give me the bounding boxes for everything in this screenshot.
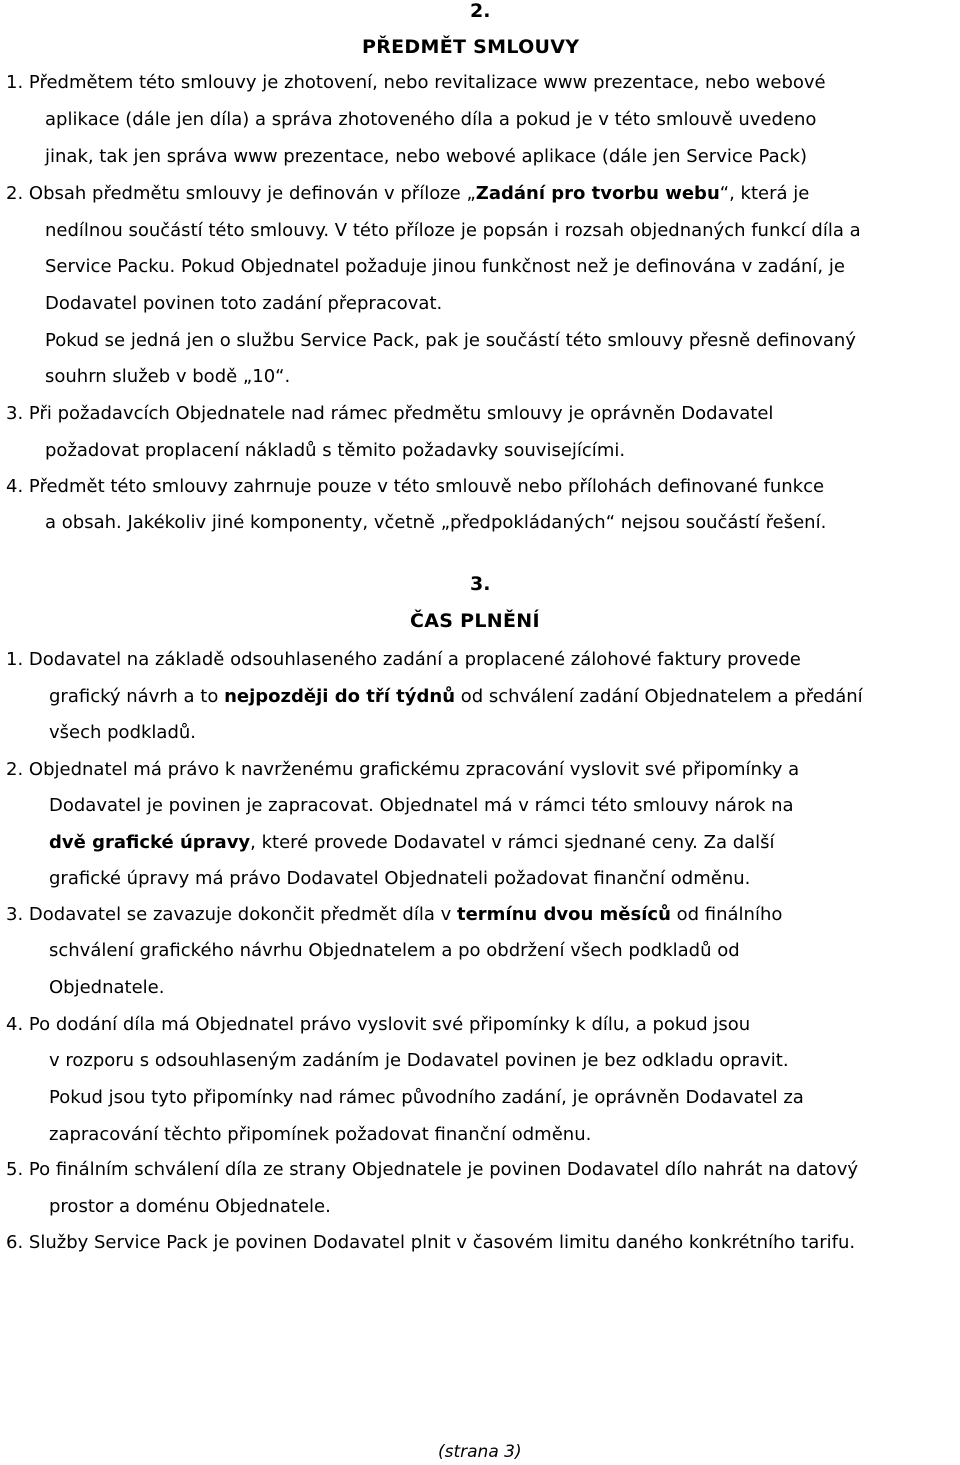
paragraph-line: 3. Dodavatel se zavazuje dokončit předmět díla v termínu dvou měsíců od finálního <box>6 904 783 925</box>
paragraph-line: Objednatele. <box>49 977 165 998</box>
paragraph-line: grafické úpravy má právo Dodavatel Objednateli požadovat finanční odměnu. <box>49 868 751 889</box>
paragraph-line: Pokud se jedná jen o službu Service Pack, pak je součástí této smlouvy přesně definovaný <box>45 330 856 351</box>
paragraph-line: 6. Služby Service Pack je povinen Dodavatel plnit v časovém limitu daného konkrétního tarifu. <box>6 1232 856 1253</box>
paragraph-line: souhrn služeb v bodě „10“. <box>45 366 291 387</box>
paragraph-line: 5. Po finálním schválení díla ze strany Objednatele je povinen Dodavatel dílo nahrát na datový <box>6 1159 858 1180</box>
paragraph-line: Pokud jsou tyto připomínky nad rámec původního zadání, je oprávněn Dodavatel za <box>49 1087 804 1108</box>
paragraph-line: Dodavatel je povinen je zapracovat. Objednatel má v rámci této smlouvy nárok na <box>49 795 794 816</box>
paragraph-line: zapracování těchto připomínek požadovat finanční odměnu. <box>49 1124 592 1145</box>
paragraph-line: dvě grafické úpravy, které provede Dodavatel v rámci sjednané ceny. Za další <box>49 832 775 853</box>
paragraph-line: a obsah. Jakékoliv jiné komponenty, včetně „předpokládaných“ nejsou součástí řešení. <box>45 512 827 533</box>
paragraph-line: 1. Předmětem této smlouvy je zhotovení, nebo revitalizace www prezentace, nebo webové <box>6 72 826 93</box>
paragraph-line: 4. Předmět této smlouvy zahrnuje pouze v této smlouvě nebo přílohách definované funkce <box>6 476 825 497</box>
paragraph-line: všech podkladů. <box>49 722 197 743</box>
paragraph-line: nedílnou součástí této smlouvy. V této příloze je popsán i rozsah objednaných funkcí díla a <box>45 220 861 241</box>
paragraph-line: jinak, tak jen správa www prezentace, nebo webové aplikace (dále jen Service Pack) <box>45 146 807 167</box>
paragraph-line: 1. Dodavatel na základě odsouhlaseného zadání a proplacené zálohové faktury provede <box>6 649 801 670</box>
paragraph-line: prostor a doménu Objednatele. <box>49 1196 331 1217</box>
paragraph-line: v rozporu s odsouhlaseným zadáním je Dodavatel povinen je bez odkladu opravit. <box>49 1050 789 1071</box>
paragraph-line: 3. Při požadavcích Objednatele nad rámec předmětu smlouvy je oprávněn Dodavatel <box>6 403 774 424</box>
paragraph-line: požadovat proplacení nákladů s těmito požadavky souvisejícími. <box>45 440 626 461</box>
paragraph-line: 4. Po dodání díla má Objednatel právo vyslovit své připomínky k dílu, a pokud jsou <box>6 1014 751 1035</box>
paragraph-line: Service Packu. Pokud Objednatel požaduje jinou funkčnost než je definována v zadání, je <box>45 256 845 277</box>
paragraph-line: schválení grafického návrhu Objednatelem a po obdržení všech podkladů od <box>49 940 740 961</box>
paragraph-line: aplikace (dále jen díla) a správa zhotoveného díla a pokud je v této smlouvě uvedeno <box>45 109 817 130</box>
paragraph-line: 2. Objednatel má právo k navrženému grafickému zpracování vyslovit své připomínky a <box>6 759 800 780</box>
section-title: ČAS PLNĚNÍ <box>410 610 540 632</box>
paragraph-line: grafický návrh a to nejpozději do tří týdnů od schválení zadání Objednatelem a předání <box>49 686 863 707</box>
paragraph-line: Dodavatel povinen toto zadání přepracovat. <box>45 293 443 314</box>
paragraph-line: 2. Obsah předmětu smlouvy je definován v příloze „Zadání pro tvorbu webu“, která je <box>6 183 810 204</box>
section-title: PŘEDMĚT SMLOUVY <box>362 36 580 58</box>
section-number: 3. <box>470 573 491 595</box>
page-footer: (strana 3) <box>438 1442 522 1462</box>
section-number: 2. <box>470 0 491 22</box>
